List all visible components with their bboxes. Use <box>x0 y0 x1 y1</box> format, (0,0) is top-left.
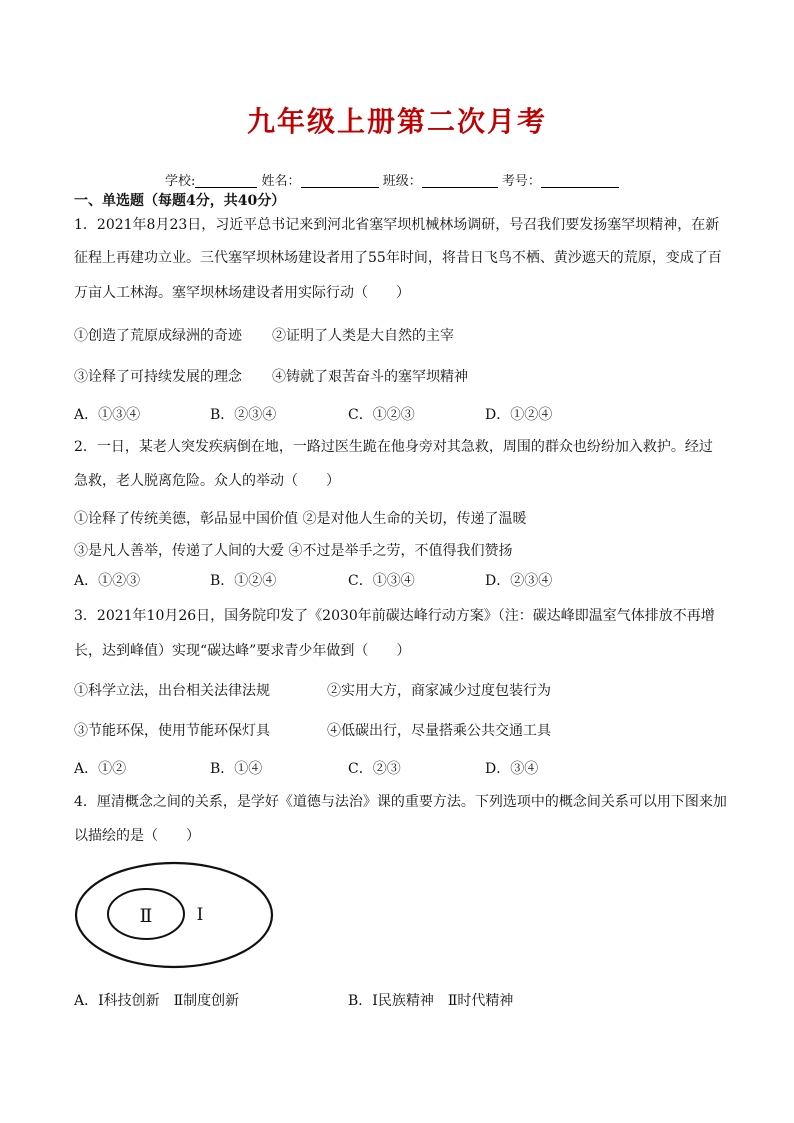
q4-choices <box>74 990 513 1010</box>
q1-choice-b[interactable]: B．②③④ <box>210 407 277 423</box>
q3-statements-row-1 <box>74 680 551 700</box>
q1-statement-2: ②证明了人类是大自然的主宰 <box>272 328 454 344</box>
q3-statement-3: ③节能环保，使用节能环保灯具 <box>74 723 270 739</box>
q3-choice-b[interactable]: B．①④ <box>210 761 263 777</box>
section-heading: 一、单选题（每题4分，共40分） <box>74 193 286 209</box>
q2-choice-b[interactable]: B．①②④ <box>210 573 277 589</box>
concept-relationship-diagram <box>74 860 274 970</box>
q1-statements-row-1 <box>74 325 454 345</box>
q4-line-2: 以描绘的是（ ） <box>74 828 200 844</box>
q1-statement-3: ③诠释了可持续发展的理念 <box>74 369 242 385</box>
exam-no-label: 考号： <box>501 174 541 189</box>
school-field[interactable] <box>195 173 257 188</box>
q4-choice-a[interactable]: A．Ⅰ科技创新 Ⅱ制度创新 <box>74 993 240 1009</box>
q3-choice-d[interactable]: D．③④ <box>485 761 539 777</box>
q2-statements-3-4: ③是凡人善举，传递了人间的大爱 ④不过是举手之劳，不值得我们赞扬 <box>74 543 513 559</box>
q3-line-1: 3．2021年10月26日，国务院印发了《2030年前碳达峰行动方案》（注：碳达峰即温室气体排放不再增 <box>74 608 715 624</box>
q1-line-1: 1．2021年8月23日，习近平总书记来到河北省塞罕坝机械林场调研，号召我们要发扬塞罕坝精神，在新 <box>74 217 720 233</box>
q2-line-2: 急救，老人脱离危险。众人的举动（ ） <box>74 473 340 489</box>
outer-label: Ⅰ <box>196 905 204 925</box>
school-label: 学校: <box>165 174 196 189</box>
q4-line-1: 4．厘清概念之间的关系，是学好《道德与法治》课的重要方法。下列选项中的概念间关系可以用下图来加 <box>74 794 727 810</box>
q3-statement-1: ①科学立法，出台相关法律法规 <box>74 683 270 699</box>
q3-line-2: 长，达到峰值）实现“碳达峰”要求青少年做到（ ） <box>74 643 411 659</box>
class-label: 班级： <box>382 174 422 189</box>
q4-choice-b[interactable]: B．Ⅰ民族精神 Ⅱ时代精神 <box>348 993 514 1009</box>
q2-line-1: 2．一日，某老人突发疾病倒在地，一路过医生跪在他身旁对其急救，周围的群众也纷纷加入救护。经过 <box>74 439 713 455</box>
q3-statements-row-2 <box>74 720 551 740</box>
q3-statement-4: ④低碳出行，尽量搭乘公共交通工具 <box>327 723 551 739</box>
q1-choice-c[interactable]: C．①②③ <box>348 407 415 423</box>
q2-choices <box>74 570 552 590</box>
name-label: 姓名： <box>261 174 301 189</box>
student-info-line <box>165 170 619 189</box>
q1-statement-4: ④铸就了艰苦奋斗的塞罕坝精神 <box>272 369 468 385</box>
q3-choices <box>74 758 538 778</box>
q2-choice-a[interactable]: A．①②③ <box>74 573 141 589</box>
inner-label: Ⅱ <box>139 905 153 927</box>
q3-choice-c[interactable]: C．②③ <box>348 761 401 777</box>
q1-line-3: 万亩人工林海。塞罕坝林场建设者用实际行动（ ） <box>74 285 410 301</box>
exam-no-field[interactable] <box>541 173 619 188</box>
name-field[interactable] <box>301 173 379 188</box>
outer-ellipse <box>76 863 272 967</box>
class-field[interactable] <box>422 173 498 188</box>
q2-choice-d[interactable]: D．②③④ <box>485 573 553 589</box>
q1-choice-a[interactable]: A．①③④ <box>74 407 141 423</box>
q1-line-2: 征程上再建功立业。三代塞罕坝林场建设者用了55年时间，将昔日飞鸟不栖、黄沙遮天的荒原，变成了百 <box>74 250 722 266</box>
q1-statement-1: ①创造了荒原成绿洲的奇迹 <box>74 328 242 344</box>
q2-statements-1-2: ①诠释了传统美德，彰品显中国价值 ②是对他人生命的关切，传递了温暖 <box>74 511 527 527</box>
q1-choices <box>74 404 552 424</box>
q2-choice-c[interactable]: C．①③④ <box>348 573 415 589</box>
page-title: 九年级上册第二次月考 <box>246 105 547 138</box>
q1-statements-row-2 <box>74 366 468 386</box>
q3-choice-a[interactable]: A．①② <box>74 761 127 777</box>
q1-choice-d[interactable]: D．①②④ <box>485 407 553 423</box>
q3-statement-2: ②实用大方，商家减少过度包装行为 <box>327 683 551 699</box>
